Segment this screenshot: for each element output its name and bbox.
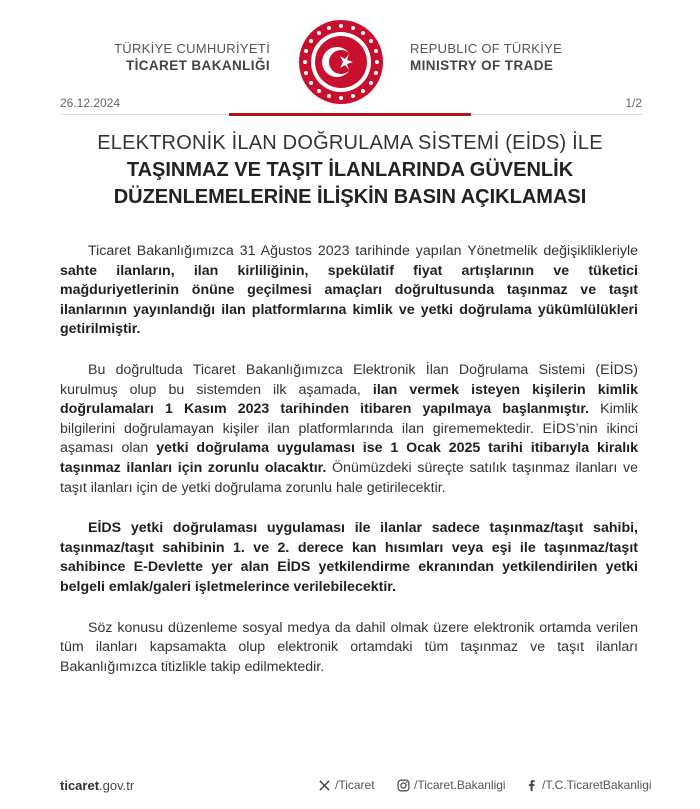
country-name-tr: TÜRKİYE CUMHURİYETİ bbox=[114, 41, 270, 56]
x-icon bbox=[318, 779, 331, 792]
country-name-en: REPUBLIC OF TÜRKİYE bbox=[410, 41, 563, 56]
ministry-name-en: MINISTRY OF TRADE bbox=[410, 58, 554, 73]
instagram-handle: /Ticaret.Bakanligi bbox=[414, 778, 506, 792]
website-bold: ticaret bbox=[60, 778, 100, 793]
instagram-link[interactable] bbox=[397, 778, 506, 792]
paragraph-2-text-c: Önümüzdeki süreçte satılık taşınmaz ilanları ve taşıt ilanları için de yetki doğrulama zorunlu hale getirilecektir. bbox=[60, 459, 638, 496]
letterhead bbox=[0, 18, 700, 108]
paragraph-3 bbox=[60, 519, 638, 597]
letterhead-english bbox=[410, 40, 562, 74]
paragraph-1 bbox=[60, 242, 638, 340]
document-body bbox=[60, 242, 638, 698]
paragraph-1-text: Ticaret Bakanlığımızca 31 Ağustos 2023 tarihinde yapılan Yönetmelik değişiklikleriyle bbox=[88, 243, 638, 259]
facebook-link[interactable] bbox=[525, 778, 652, 792]
paragraph-2-bold-a: ilan vermek isteyen kişilerin kimlik doğrulamaları 1 Kasım 2023 tarihinden itibaren yapılmaya başlanmıştır. bbox=[60, 381, 638, 418]
title-line-1: ELEKTRONİK İLAN DOĞRULAMA SİSTEMİ (EİDS) İLE bbox=[97, 132, 603, 154]
page-number: 1/2 bbox=[625, 96, 642, 110]
title-line-3: DÜZENLEMELERİNE İLİŞKİN BASIN AÇIKLAMASI bbox=[113, 186, 587, 208]
website-link[interactable] bbox=[60, 778, 134, 793]
document-title bbox=[40, 130, 660, 211]
document-meta bbox=[60, 96, 642, 112]
header-accent-divider bbox=[229, 113, 471, 116]
x-handle: /Ticaret bbox=[335, 778, 375, 792]
letterhead-turkish bbox=[114, 40, 270, 74]
footer bbox=[60, 778, 652, 798]
paragraph-2 bbox=[60, 361, 638, 498]
document-date: 26.12.2024 bbox=[60, 96, 121, 110]
paragraph-2-text-b: Kimlik bilgilerini doğrulamayan kişiler ilan platformlarında ilan girememektedir. EİDS’nin ikinci aşaması olan bbox=[60, 401, 638, 457]
ministry-name-tr: TİCARET BAKANLIĞI bbox=[125, 58, 270, 73]
website-suffix: .gov.tr bbox=[99, 778, 135, 793]
paragraph-3-bold: EİDS yetki doğrulaması uygulaması ile ilanlar sadece taşınmaz/taşıt sahibi, taşınmaz/taşıt sahibinin 1. ve 2. derece kan hısımları veya eşi ile taşınmaz/taşıt sahibince E-Devlette yer alan EİDS yetkilendirme ekranından yetkilendirilen yetki belgeli emlak/galeri işletmelerince verilebilecektir. bbox=[60, 520, 638, 595]
paragraph-1-bold: sahte ilanların, ilan kirliliğinin, spekülatif fiyat artışlarının ve tüketici mağduriyetlerinin önüne geçilmesi amaçları doğrultusunda taşınmaz ve taşıt ilanlarının yayınlandığı ilan platformlarına kimlik ve yetki doğrulama yükümlülükleri getirilmiştir. bbox=[60, 262, 638, 338]
paragraph-4 bbox=[60, 619, 638, 678]
paragraph-4-text: Söz konusu düzenleme sosyal medya da dahil olmak üzere elektronik ortamda verilen tüm ilanları kapsamakta olup elektronik ortamdaki tüm taşınmaz ve taşıt ilanları Bakanlığımızca titizlikle takip edilmektedir. bbox=[60, 619, 638, 675]
facebook-icon bbox=[525, 779, 538, 792]
facebook-handle: /T.C.TicaretBakanligi bbox=[542, 778, 652, 792]
paragraph-2-text-a: Bu doğrultuda Ticaret Bakanlığımızca Elektronik İlan Doğrulama Sistemi (EİDS) kurulmuş olup bu sistemden ilk aşamada, bbox=[60, 361, 638, 398]
paragraph-2-bold-b: yetki doğrulama uygulaması ise 1 Ocak 2025 tarihi itibarıyla kiralık taşınmaz ilanları için zorunlu olacaktır. bbox=[60, 440, 639, 476]
ministry-seal-icon bbox=[297, 18, 385, 106]
instagram-icon bbox=[397, 779, 410, 792]
title-line-2: TAŞINMAZ VE TAŞIT İLANLARINDA GÜVENLİK bbox=[126, 159, 574, 181]
x-link[interactable] bbox=[318, 778, 375, 792]
